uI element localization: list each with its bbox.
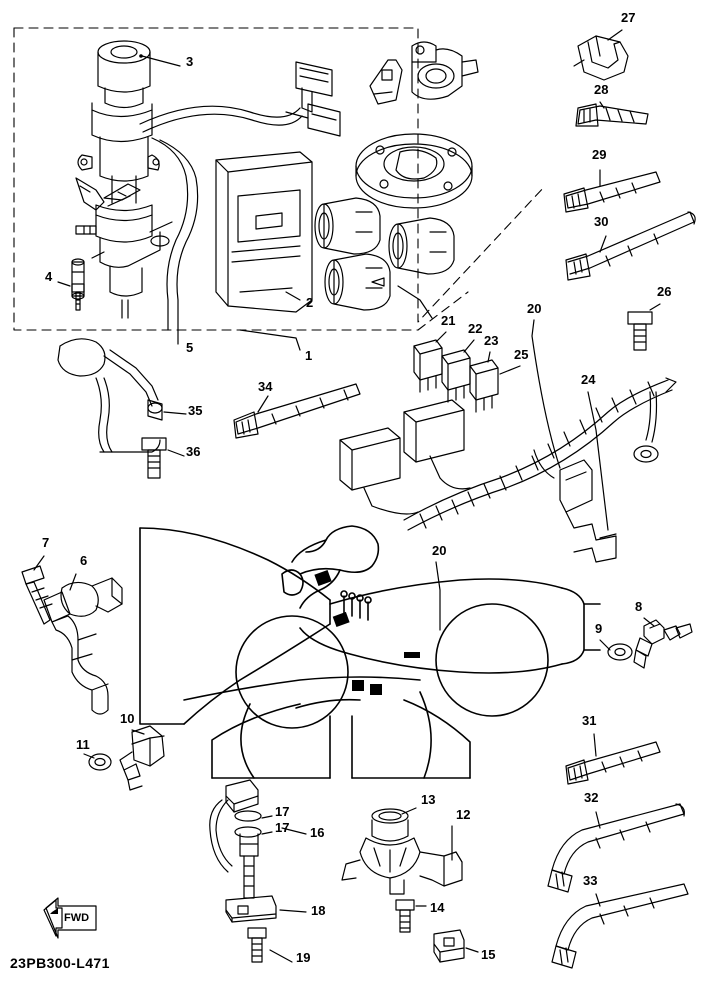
- leader-21: [436, 332, 446, 342]
- part-35-holder: [58, 339, 162, 452]
- callout-26: 26: [657, 284, 672, 299]
- callout-31: 31: [582, 713, 597, 728]
- leader-9: [600, 640, 610, 650]
- part-26-bolt: [628, 312, 652, 350]
- callout-17a: 17: [275, 804, 290, 819]
- part-8-spark-plug: [608, 620, 692, 668]
- callout-16: 16: [310, 825, 325, 840]
- leader-25: [500, 366, 520, 374]
- part-keys: [72, 178, 140, 299]
- part-28-band: [576, 104, 648, 126]
- leader-18: [280, 910, 306, 912]
- part-33-band: [552, 884, 688, 968]
- callout-30: 30: [594, 214, 609, 229]
- callout-6: 6: [80, 553, 88, 568]
- leader-1: [240, 330, 300, 350]
- callout-14: 14: [430, 900, 445, 915]
- callout-36: 36: [186, 444, 201, 459]
- callout-3: 3: [186, 54, 194, 69]
- leader-36: [168, 450, 184, 456]
- part-29-band: [564, 172, 660, 212]
- part-23-relay: [470, 360, 498, 412]
- part-3-main-switch: [78, 41, 172, 318]
- callout-10: 10: [120, 711, 135, 726]
- callout-20a: 20: [527, 301, 542, 316]
- leader-2: [286, 292, 300, 300]
- part-sensor-bracket: [370, 42, 478, 104]
- callout-8: 8: [635, 599, 643, 614]
- callout-12: 12: [456, 807, 471, 822]
- part-4-bolt: [72, 284, 84, 310]
- callout-21: 21: [441, 313, 456, 328]
- part-12-fuel-pump: [342, 809, 464, 962]
- callout-34: 34: [258, 379, 273, 394]
- callout-20b: 20: [432, 543, 447, 558]
- part-fuel-cap-plate: [356, 134, 472, 208]
- callout-5: 5: [186, 340, 194, 355]
- part-32-band: [548, 804, 684, 892]
- callout-13: 13: [421, 792, 436, 807]
- part-30-band: [566, 212, 695, 280]
- part-6-ignition-coil: [22, 566, 122, 714]
- callout-32: 32: [584, 790, 599, 805]
- leader-15: [466, 948, 478, 952]
- leader-3: [142, 56, 180, 66]
- callout-27: 27: [621, 10, 636, 25]
- part-22-relay: [442, 350, 470, 402]
- leader-6: [70, 574, 76, 590]
- callout-18: 18: [311, 903, 326, 918]
- part-code: 23PB300-L471: [10, 955, 110, 971]
- callout-7: 7: [42, 535, 50, 550]
- part-31-band: [566, 742, 660, 784]
- callout-1: 1: [305, 348, 313, 363]
- part-2-ecu: [216, 152, 312, 312]
- leader-7: [34, 556, 44, 570]
- callout-24: 24: [581, 372, 596, 387]
- part-20-wire-harness: [340, 378, 676, 562]
- callout-11: 11: [76, 737, 90, 752]
- callout-2: 2: [306, 295, 314, 310]
- motorcycle-outline: [140, 526, 603, 778]
- leader-22: [464, 340, 474, 352]
- part-lock-cylinders: [315, 198, 454, 310]
- leader-26: [650, 304, 660, 310]
- callout-4: 4: [45, 269, 53, 284]
- callout-33: 33: [583, 873, 598, 888]
- part-21-relay: [414, 340, 442, 392]
- dashed-group-boundary: [14, 28, 545, 330]
- callout-29: 29: [592, 147, 607, 162]
- callout-23: 23: [484, 333, 499, 348]
- part-10-sensor: [89, 726, 164, 790]
- callout-9: 9: [595, 621, 603, 636]
- leader-19: [270, 950, 292, 962]
- part-36-bolt: [142, 438, 166, 478]
- leader-28: [600, 102, 604, 108]
- callout-17b: 17: [275, 820, 290, 835]
- fwd-label: FWD: [64, 912, 90, 924]
- callout-19: 19: [296, 950, 311, 965]
- leader-20a: [532, 320, 560, 468]
- leader-20b: [436, 562, 440, 630]
- callout-15: 15: [481, 947, 496, 962]
- callout-28: 28: [594, 82, 609, 97]
- callout-25: 25: [514, 347, 529, 362]
- leader-31: [594, 734, 596, 756]
- leader-17b: [262, 832, 272, 834]
- leader-35: [164, 412, 186, 414]
- leader-17a: [262, 816, 272, 818]
- callout-22: 22: [468, 321, 483, 336]
- part-34-band: [234, 384, 360, 438]
- leader-34: [258, 396, 268, 412]
- part-27-clip: [574, 36, 628, 80]
- leader-27: [608, 30, 622, 40]
- leader-4: [58, 282, 70, 286]
- callout-35: 35: [188, 403, 203, 418]
- part-16-assy: [210, 780, 276, 962]
